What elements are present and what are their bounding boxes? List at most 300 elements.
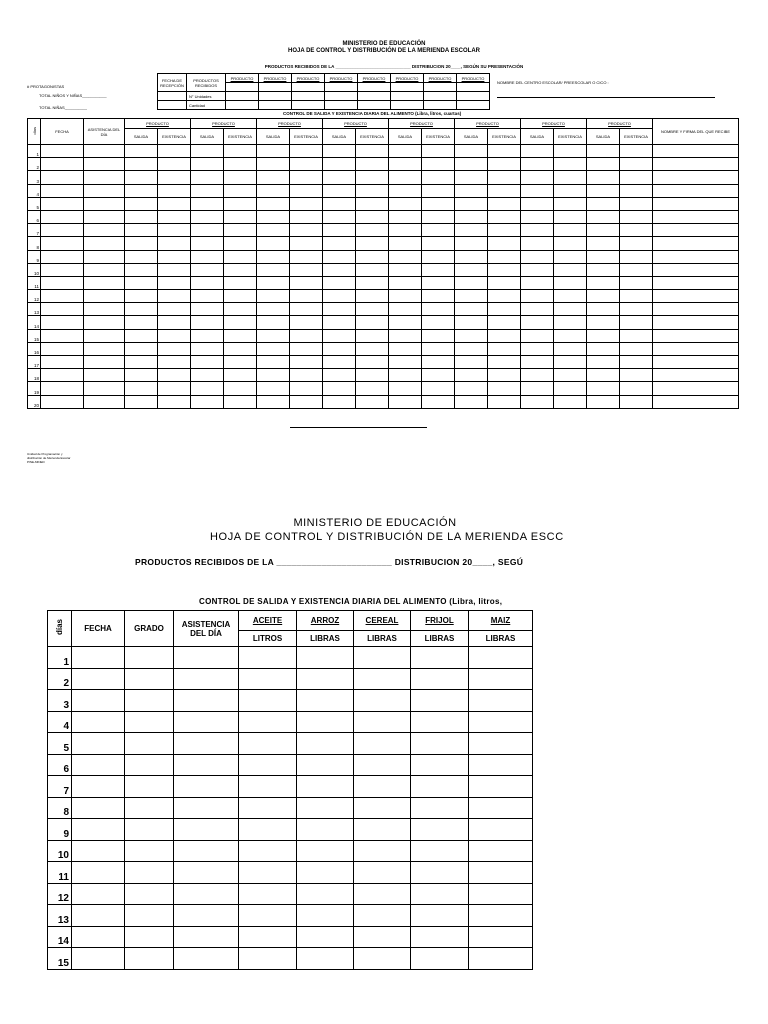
entry-cell[interactable] xyxy=(224,329,257,342)
entry-cell[interactable] xyxy=(653,356,739,369)
entry-cell[interactable] xyxy=(653,329,739,342)
entry-cell[interactable] xyxy=(411,948,469,970)
entry-cell[interactable] xyxy=(224,342,257,355)
entry-cell[interactable] xyxy=(620,395,653,408)
entry-cell[interactable] xyxy=(389,382,422,395)
entry-cell[interactable] xyxy=(72,883,125,905)
entry-cell[interactable] xyxy=(455,290,488,303)
entry-cell[interactable] xyxy=(455,395,488,408)
entry-cell[interactable] xyxy=(354,840,411,862)
entry-cell[interactable] xyxy=(354,647,411,669)
entry-cell[interactable] xyxy=(174,647,239,669)
entry-cell[interactable] xyxy=(257,158,290,171)
entry-cell[interactable] xyxy=(239,819,297,841)
entry-cell[interactable] xyxy=(455,342,488,355)
entry-cell[interactable] xyxy=(174,668,239,690)
entry-cell[interactable] xyxy=(620,382,653,395)
entry-cell[interactable] xyxy=(84,171,125,184)
entry-cell[interactable] xyxy=(41,184,84,197)
entry-cell[interactable] xyxy=(323,382,356,395)
entry-cell[interactable] xyxy=(587,145,620,158)
entry-cell[interactable] xyxy=(389,197,422,210)
entry-cell[interactable] xyxy=(389,184,422,197)
entry-cell[interactable] xyxy=(72,690,125,712)
entry-cell[interactable] xyxy=(239,668,297,690)
entry-cell[interactable] xyxy=(521,263,554,276)
entry-cell[interactable] xyxy=(191,197,224,210)
entry-cell[interactable] xyxy=(125,711,174,733)
entry-cell[interactable] xyxy=(554,329,587,342)
entry-cell[interactable] xyxy=(411,647,469,669)
entry-cell[interactable] xyxy=(521,369,554,382)
entry-cell[interactable] xyxy=(290,145,323,158)
entry-cell[interactable] xyxy=(323,184,356,197)
entry-cell[interactable] xyxy=(158,369,191,382)
entry-cell[interactable] xyxy=(297,926,354,948)
entry-cell[interactable] xyxy=(389,290,422,303)
entry-cell[interactable] xyxy=(587,158,620,171)
entry-cell[interactable] xyxy=(455,237,488,250)
entry-cell[interactable] xyxy=(422,395,455,408)
entry-cell[interactable] xyxy=(174,690,239,712)
entry-cell[interactable] xyxy=(125,948,174,970)
entry-cell[interactable] xyxy=(290,210,323,223)
entry-cell[interactable] xyxy=(297,647,354,669)
entry-cell[interactable] xyxy=(554,250,587,263)
entry-cell[interactable] xyxy=(224,145,257,158)
entry-cell[interactable] xyxy=(521,210,554,223)
entry-cell[interactable] xyxy=(290,303,323,316)
entry-cell[interactable] xyxy=(469,926,533,948)
entry-cell[interactable] xyxy=(455,224,488,237)
entry-cell[interactable] xyxy=(620,158,653,171)
entry-cell[interactable] xyxy=(158,197,191,210)
entry-cell[interactable] xyxy=(125,382,158,395)
entry-cell[interactable] xyxy=(653,184,739,197)
entry-cell[interactable] xyxy=(354,690,411,712)
entry-cell[interactable] xyxy=(389,158,422,171)
entry-cell[interactable] xyxy=(72,819,125,841)
entry-cell[interactable] xyxy=(323,237,356,250)
entry-cell[interactable] xyxy=(620,237,653,250)
entry-cell[interactable] xyxy=(323,210,356,223)
entry-cell[interactable] xyxy=(41,329,84,342)
entry-cell[interactable] xyxy=(389,210,422,223)
entry-cell[interactable] xyxy=(469,733,533,755)
entry-cell[interactable] xyxy=(356,382,389,395)
entry-cell[interactable] xyxy=(174,862,239,884)
entry-cell[interactable] xyxy=(323,316,356,329)
entry-cell[interactable] xyxy=(620,250,653,263)
entry-cell[interactable] xyxy=(290,356,323,369)
entry-cell[interactable] xyxy=(620,316,653,329)
entry-cell[interactable] xyxy=(356,342,389,355)
entry-cell[interactable] xyxy=(422,316,455,329)
entry-cell[interactable] xyxy=(488,210,521,223)
entry-cell[interactable] xyxy=(125,197,158,210)
entry-cell[interactable] xyxy=(554,395,587,408)
entry-cell[interactable] xyxy=(469,668,533,690)
entry-cell[interactable] xyxy=(41,224,84,237)
entry-cell[interactable] xyxy=(323,171,356,184)
entry-cell[interactable] xyxy=(239,926,297,948)
entry-cell[interactable] xyxy=(290,158,323,171)
entry-cell[interactable] xyxy=(356,197,389,210)
entry-cell[interactable] xyxy=(174,754,239,776)
entry-cell[interactable] xyxy=(488,342,521,355)
entry-cell[interactable] xyxy=(191,184,224,197)
entry-cell[interactable] xyxy=(411,776,469,798)
entry-cell[interactable] xyxy=(191,342,224,355)
entry-cell[interactable] xyxy=(411,862,469,884)
entry-cell[interactable] xyxy=(323,263,356,276)
entry-cell[interactable] xyxy=(422,210,455,223)
entry-cell[interactable] xyxy=(411,711,469,733)
entry-cell[interactable] xyxy=(411,797,469,819)
entry-cell[interactable] xyxy=(257,224,290,237)
entry-cell[interactable] xyxy=(125,369,158,382)
entry-cell[interactable] xyxy=(158,145,191,158)
entry-cell[interactable] xyxy=(125,733,174,755)
entry-cell[interactable] xyxy=(323,224,356,237)
entry-cell[interactable] xyxy=(174,883,239,905)
entry-cell[interactable] xyxy=(257,250,290,263)
entry-cell[interactable] xyxy=(257,263,290,276)
entry-cell[interactable] xyxy=(469,862,533,884)
entry-cell[interactable] xyxy=(257,171,290,184)
entry-cell[interactable] xyxy=(257,184,290,197)
entry-cell[interactable] xyxy=(653,290,739,303)
entry-cell[interactable] xyxy=(257,145,290,158)
entry-cell[interactable] xyxy=(84,145,125,158)
entry-cell[interactable] xyxy=(158,303,191,316)
entry-cell[interactable] xyxy=(224,395,257,408)
entry-cell[interactable] xyxy=(290,276,323,289)
entry-cell[interactable] xyxy=(488,329,521,342)
entry-cell[interactable] xyxy=(354,819,411,841)
entry-cell[interactable] xyxy=(587,303,620,316)
entry-cell[interactable] xyxy=(158,395,191,408)
entry-cell[interactable] xyxy=(354,883,411,905)
entry-cell[interactable] xyxy=(488,197,521,210)
entry-cell[interactable] xyxy=(297,862,354,884)
entry-cell[interactable] xyxy=(224,263,257,276)
entry-cell[interactable] xyxy=(72,733,125,755)
entry-cell[interactable] xyxy=(521,276,554,289)
entry-cell[interactable] xyxy=(125,145,158,158)
entry-cell[interactable] xyxy=(389,316,422,329)
entry-cell[interactable] xyxy=(125,290,158,303)
entry-cell[interactable] xyxy=(389,145,422,158)
entry-cell[interactable] xyxy=(521,171,554,184)
entry-cell[interactable] xyxy=(455,263,488,276)
entry-cell[interactable] xyxy=(239,862,297,884)
entry-cell[interactable] xyxy=(323,290,356,303)
entry-cell[interactable] xyxy=(323,395,356,408)
entry-cell[interactable] xyxy=(257,356,290,369)
entry-cell[interactable] xyxy=(323,250,356,263)
entry-cell[interactable] xyxy=(356,395,389,408)
entry-cell[interactable] xyxy=(488,369,521,382)
entry-cell[interactable] xyxy=(297,883,354,905)
entry-cell[interactable] xyxy=(72,711,125,733)
entry-cell[interactable] xyxy=(239,883,297,905)
entry-cell[interactable] xyxy=(620,356,653,369)
entry-cell[interactable] xyxy=(354,754,411,776)
entry-cell[interactable] xyxy=(389,250,422,263)
entry-cell[interactable] xyxy=(125,883,174,905)
entry-cell[interactable] xyxy=(389,329,422,342)
entry-cell[interactable] xyxy=(554,171,587,184)
entry-cell[interactable] xyxy=(257,369,290,382)
entry-cell[interactable] xyxy=(587,171,620,184)
entry-cell[interactable] xyxy=(224,250,257,263)
entry-cell[interactable] xyxy=(125,862,174,884)
entry-cell[interactable] xyxy=(554,237,587,250)
entry-cell[interactable] xyxy=(521,184,554,197)
entry-cell[interactable] xyxy=(239,647,297,669)
entry-cell[interactable] xyxy=(239,754,297,776)
entry-cell[interactable] xyxy=(354,733,411,755)
entry-cell[interactable] xyxy=(653,224,739,237)
entry-cell[interactable] xyxy=(158,316,191,329)
entry-cell[interactable] xyxy=(297,840,354,862)
entry-cell[interactable] xyxy=(224,158,257,171)
entry-cell[interactable] xyxy=(257,210,290,223)
entry-cell[interactable] xyxy=(587,263,620,276)
entry-cell[interactable] xyxy=(297,668,354,690)
entry-cell[interactable] xyxy=(411,819,469,841)
entry-cell[interactable] xyxy=(125,776,174,798)
entry-cell[interactable] xyxy=(356,224,389,237)
entry-cell[interactable] xyxy=(323,145,356,158)
entry-cell[interactable] xyxy=(290,316,323,329)
entry-cell[interactable] xyxy=(290,382,323,395)
entry-cell[interactable] xyxy=(469,647,533,669)
entry-cell[interactable] xyxy=(653,276,739,289)
entry-cell[interactable] xyxy=(191,356,224,369)
entry-cell[interactable] xyxy=(488,237,521,250)
entry-cell[interactable] xyxy=(290,237,323,250)
entry-cell[interactable] xyxy=(125,342,158,355)
entry-cell[interactable] xyxy=(354,711,411,733)
entry-cell[interactable] xyxy=(653,197,739,210)
entry-cell[interactable] xyxy=(554,316,587,329)
entry-cell[interactable] xyxy=(224,382,257,395)
entry-cell[interactable] xyxy=(356,237,389,250)
entry-cell[interactable] xyxy=(191,250,224,263)
entry-cell[interactable] xyxy=(653,316,739,329)
entry-cell[interactable] xyxy=(469,776,533,798)
entry-cell[interactable] xyxy=(84,356,125,369)
entry-cell[interactable] xyxy=(323,197,356,210)
entry-cell[interactable] xyxy=(125,329,158,342)
entry-cell[interactable] xyxy=(125,819,174,841)
entry-cell[interactable] xyxy=(41,250,84,263)
entry-cell[interactable] xyxy=(224,356,257,369)
entry-cell[interactable] xyxy=(290,395,323,408)
entry-cell[interactable] xyxy=(158,237,191,250)
entry-cell[interactable] xyxy=(224,171,257,184)
entry-cell[interactable] xyxy=(521,224,554,237)
entry-cell[interactable] xyxy=(620,290,653,303)
entry-cell[interactable] xyxy=(389,276,422,289)
entry-cell[interactable] xyxy=(72,926,125,948)
entry-cell[interactable] xyxy=(290,263,323,276)
entry-cell[interactable] xyxy=(323,369,356,382)
entry-cell[interactable] xyxy=(469,948,533,970)
entry-cell[interactable] xyxy=(469,883,533,905)
entry-cell[interactable] xyxy=(290,184,323,197)
entry-cell[interactable] xyxy=(224,276,257,289)
entry-cell[interactable] xyxy=(356,210,389,223)
entry-cell[interactable] xyxy=(41,276,84,289)
entry-cell[interactable] xyxy=(257,290,290,303)
entry-cell[interactable] xyxy=(653,303,739,316)
entry-cell[interactable] xyxy=(422,237,455,250)
entry-cell[interactable] xyxy=(389,303,422,316)
entry-cell[interactable] xyxy=(158,184,191,197)
entry-cell[interactable] xyxy=(488,356,521,369)
entry-cell[interactable] xyxy=(297,711,354,733)
entry-cell[interactable] xyxy=(422,369,455,382)
entry-cell[interactable] xyxy=(125,316,158,329)
entry-cell[interactable] xyxy=(389,395,422,408)
entry-cell[interactable] xyxy=(297,754,354,776)
entry-cell[interactable] xyxy=(84,276,125,289)
entry-cell[interactable] xyxy=(158,158,191,171)
entry-cell[interactable] xyxy=(521,303,554,316)
entry-cell[interactable] xyxy=(125,263,158,276)
entry-cell[interactable] xyxy=(323,276,356,289)
entry-cell[interactable] xyxy=(174,711,239,733)
entry-cell[interactable] xyxy=(84,395,125,408)
entry-cell[interactable] xyxy=(356,184,389,197)
entry-cell[interactable] xyxy=(174,905,239,927)
entry-cell[interactable] xyxy=(191,158,224,171)
entry-cell[interactable] xyxy=(455,316,488,329)
entry-cell[interactable] xyxy=(191,329,224,342)
entry-cell[interactable] xyxy=(455,329,488,342)
entry-cell[interactable] xyxy=(587,184,620,197)
entry-cell[interactable] xyxy=(587,342,620,355)
entry-cell[interactable] xyxy=(72,840,125,862)
entry-cell[interactable] xyxy=(411,883,469,905)
entry-cell[interactable] xyxy=(290,342,323,355)
entry-cell[interactable] xyxy=(587,250,620,263)
entry-cell[interactable] xyxy=(422,290,455,303)
entry-cell[interactable] xyxy=(488,303,521,316)
entry-cell[interactable] xyxy=(224,197,257,210)
entry-cell[interactable] xyxy=(422,224,455,237)
entry-cell[interactable] xyxy=(455,145,488,158)
entry-cell[interactable] xyxy=(297,905,354,927)
entry-cell[interactable] xyxy=(224,224,257,237)
entry-cell[interactable] xyxy=(41,342,84,355)
entry-cell[interactable] xyxy=(41,237,84,250)
entry-cell[interactable] xyxy=(469,819,533,841)
entry-cell[interactable] xyxy=(356,316,389,329)
entry-cell[interactable] xyxy=(257,316,290,329)
entry-cell[interactable] xyxy=(125,276,158,289)
entry-cell[interactable] xyxy=(191,382,224,395)
entry-cell[interactable] xyxy=(290,197,323,210)
entry-cell[interactable] xyxy=(620,197,653,210)
entry-cell[interactable] xyxy=(290,224,323,237)
entry-cell[interactable] xyxy=(125,171,158,184)
entry-cell[interactable] xyxy=(257,395,290,408)
entry-cell[interactable] xyxy=(41,303,84,316)
entry-cell[interactable] xyxy=(191,210,224,223)
entry-cell[interactable] xyxy=(72,797,125,819)
entry-cell[interactable] xyxy=(354,862,411,884)
entry-cell[interactable] xyxy=(422,171,455,184)
entry-cell[interactable] xyxy=(125,224,158,237)
entry-cell[interactable] xyxy=(125,395,158,408)
entry-cell[interactable] xyxy=(488,250,521,263)
entry-cell[interactable] xyxy=(653,145,739,158)
entry-cell[interactable] xyxy=(224,184,257,197)
entry-cell[interactable] xyxy=(41,395,84,408)
entry-cell[interactable] xyxy=(469,797,533,819)
entry-cell[interactable] xyxy=(323,303,356,316)
entry-cell[interactable] xyxy=(620,224,653,237)
entry-cell[interactable] xyxy=(411,926,469,948)
entry-cell[interactable] xyxy=(554,145,587,158)
entry-cell[interactable] xyxy=(158,356,191,369)
entry-cell[interactable] xyxy=(191,303,224,316)
entry-cell[interactable] xyxy=(84,197,125,210)
entry-cell[interactable] xyxy=(488,395,521,408)
entry-cell[interactable] xyxy=(422,276,455,289)
entry-cell[interactable] xyxy=(224,290,257,303)
entry-cell[interactable] xyxy=(620,369,653,382)
entry-cell[interactable] xyxy=(297,690,354,712)
entry-cell[interactable] xyxy=(422,303,455,316)
entry-cell[interactable] xyxy=(84,263,125,276)
entry-cell[interactable] xyxy=(290,171,323,184)
entry-cell[interactable] xyxy=(620,276,653,289)
entry-cell[interactable] xyxy=(356,171,389,184)
entry-cell[interactable] xyxy=(469,754,533,776)
entry-cell[interactable] xyxy=(521,316,554,329)
entry-cell[interactable] xyxy=(389,356,422,369)
entry-cell[interactable] xyxy=(411,905,469,927)
entry-cell[interactable] xyxy=(239,797,297,819)
entry-cell[interactable] xyxy=(389,342,422,355)
entry-cell[interactable] xyxy=(422,382,455,395)
entry-cell[interactable] xyxy=(41,382,84,395)
entry-cell[interactable] xyxy=(257,276,290,289)
entry-cell[interactable] xyxy=(174,797,239,819)
entry-cell[interactable] xyxy=(554,184,587,197)
entry-cell[interactable] xyxy=(521,145,554,158)
entry-cell[interactable] xyxy=(411,668,469,690)
entry-cell[interactable] xyxy=(41,171,84,184)
entry-cell[interactable] xyxy=(422,184,455,197)
entry-cell[interactable] xyxy=(356,303,389,316)
entry-cell[interactable] xyxy=(257,329,290,342)
entry-cell[interactable] xyxy=(174,948,239,970)
entry-cell[interactable] xyxy=(125,668,174,690)
entry-cell[interactable] xyxy=(521,197,554,210)
entry-cell[interactable] xyxy=(356,369,389,382)
entry-cell[interactable] xyxy=(72,905,125,927)
entry-cell[interactable] xyxy=(323,356,356,369)
entry-cell[interactable] xyxy=(587,316,620,329)
entry-cell[interactable] xyxy=(587,369,620,382)
entry-cell[interactable] xyxy=(354,926,411,948)
